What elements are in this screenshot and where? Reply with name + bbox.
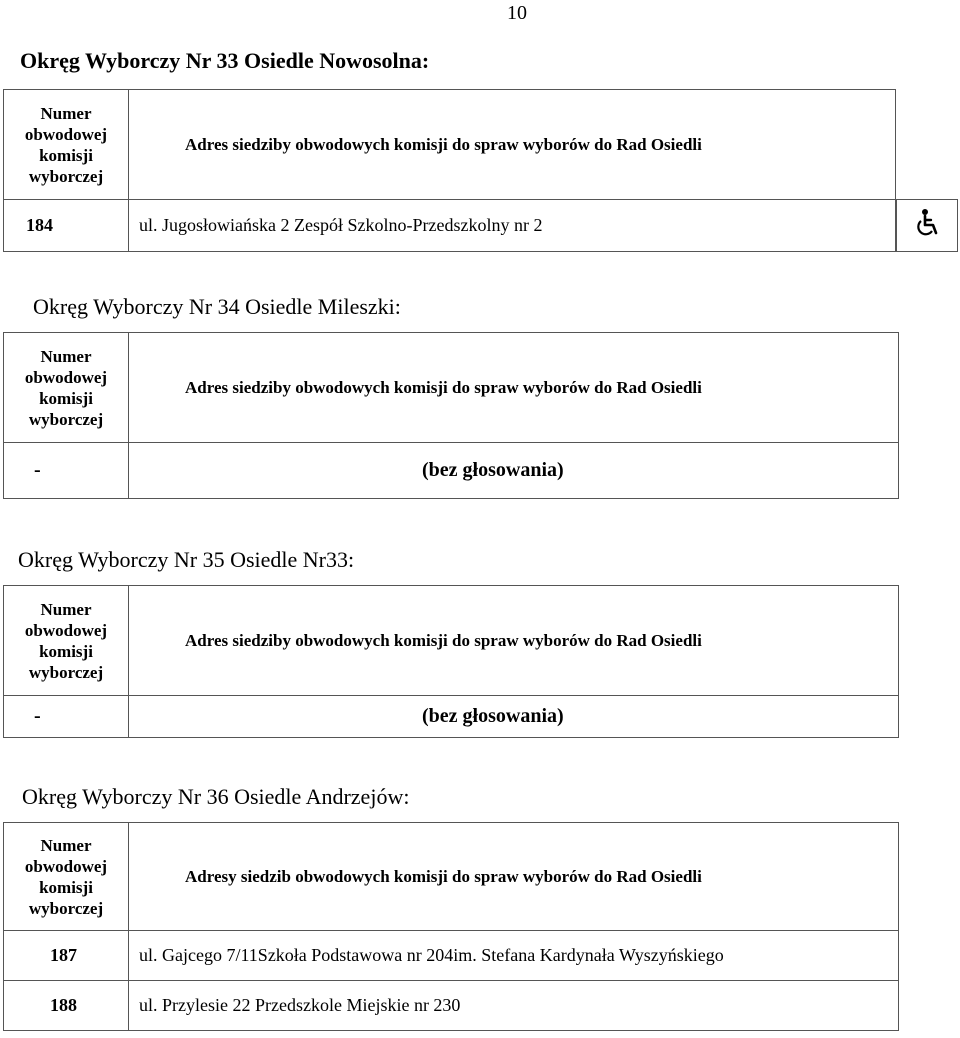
section-title: Okręg Wyborczy Nr 33 Osiedle Nowosolna:: [20, 48, 430, 73]
commission-number: 187: [4, 931, 129, 981]
number-column-header: Numer obwodowej komisji wyborczej: [4, 586, 129, 696]
address-column-header: Adres siedziby obwodowych komisji do spraw wyborów do Rad Osiedli: [129, 333, 899, 443]
commission-address: ul. Jugosłowiańska 2 Zespół Szkolno-Przedszkolny nr 2: [129, 200, 896, 252]
commission-address: ul. Gajcego 7/11Szkoła Podstawowa nr 204im. Stefana Kardynała Wyszyńskiego: [129, 931, 899, 981]
commission-address: (bez głosowania): [129, 443, 899, 499]
number-column-header: Numer obwodowej komisji wyborczej: [4, 90, 129, 200]
polling-table: [3, 585, 899, 738]
polling-table: [3, 822, 899, 1031]
commission-number: -: [4, 443, 129, 499]
commission-number: 184: [4, 200, 129, 252]
wheelchair-accessible-icon: [897, 200, 958, 252]
table-row: [4, 981, 899, 1031]
commission-address: (bez głosowania): [129, 696, 899, 738]
table-row: [4, 696, 899, 738]
address-column-header: Adres siedziby obwodowych komisji do spraw wyborów do Rad Osiedli: [129, 586, 899, 696]
section-title: Okręg Wyborczy Nr 36 Osiedle Andrzejów:: [22, 784, 410, 809]
table-row: [4, 200, 896, 252]
page-number: 10: [507, 2, 527, 24]
table-row: [4, 931, 899, 981]
polling-table: [3, 89, 896, 252]
address-column-header: Adres siedziby obwodowych komisji do spraw wyborów do Rad Osiedli: [129, 90, 896, 200]
commission-number: 188: [4, 981, 129, 1031]
commission-number: -: [4, 696, 129, 738]
address-column-header: Adresy siedzib obwodowych komisji do spraw wyborów do Rad Osiedli: [129, 823, 899, 931]
number-column-header: Numer obwodowej komisji wyborczej: [4, 823, 129, 931]
section-title: Okręg Wyborczy Nr 35 Osiedle Nr33:: [18, 547, 355, 572]
polling-table: [3, 332, 899, 499]
section-title: Okręg Wyborczy Nr 34 Osiedle Mileszki:: [33, 294, 401, 319]
table-row: [4, 443, 899, 499]
accessibility-cell: [896, 199, 958, 252]
number-column-header: Numer obwodowej komisji wyborczej: [4, 333, 129, 443]
commission-address: ul. Przylesie 22 Przedszkole Miejskie nr 230: [129, 981, 899, 1031]
